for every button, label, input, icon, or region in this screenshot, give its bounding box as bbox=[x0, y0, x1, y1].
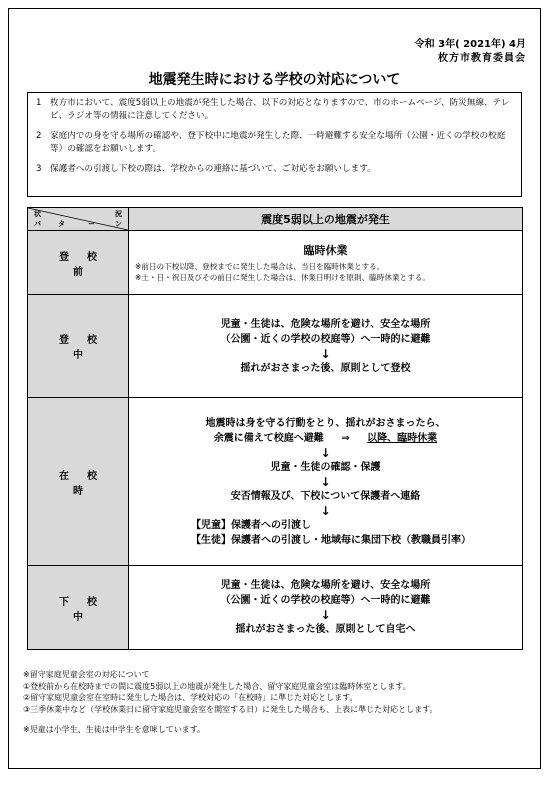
row-text: 揺れがおさまった後、原則として自宅へ bbox=[235, 624, 416, 635]
footer-item: ③三季休業中など（学校休業日に留守家庭児童会室を開室する日）に発生した場合も、上表に準じた対応とします。 bbox=[23, 704, 438, 714]
arrow-right-icon: ⇒ bbox=[341, 432, 350, 444]
row-label-going-home: 下校中 bbox=[28, 566, 129, 650]
corner-label: ン bbox=[115, 220, 122, 228]
row-text: 余震に備えて校庭へ避難 bbox=[213, 432, 324, 444]
footer-note: ※児童は小学生、生徒は中学生を意味しています。 bbox=[23, 725, 206, 734]
row-text: （公園・近くの学校の校庭等）へ一時的に避難 bbox=[220, 595, 431, 606]
row-note: ※前日の下校以降、登校までに発生した場合は、当日を臨時休業とする。 bbox=[135, 261, 385, 271]
notice-number: 3 bbox=[36, 164, 42, 174]
row-label-at-school: 在校時 bbox=[28, 398, 129, 566]
arrow-down-icon: ↓ bbox=[320, 346, 331, 361]
footer-notes bbox=[23, 669, 438, 736]
corner-label: 況 bbox=[115, 210, 122, 218]
row-text: 【生徒】保護者への引渡し・地域毎に集団下校（教職員引率） bbox=[191, 534, 471, 546]
notice-text: 枚方市において、震度5弱以上の地震が発生した場合、以下の対応となりますので、市のホームページ、防災無線、テレビ、ラジオ等の情報に注意してください。 bbox=[50, 98, 510, 121]
corner-diagonal-line bbox=[28, 208, 128, 230]
table-row bbox=[28, 295, 523, 398]
page-title: 地震発生時における学校の対応について bbox=[148, 72, 401, 88]
temporary-closure: 臨時休業 bbox=[303, 243, 348, 257]
row-label-commuting: 登校中 bbox=[28, 295, 129, 398]
notice-item bbox=[36, 97, 513, 123]
row-text-group bbox=[129, 431, 522, 446]
corner-label: パ bbox=[34, 220, 41, 228]
row-text: 以降、臨時休業 bbox=[367, 432, 438, 444]
footer-item: ①登校前から在校時までの間に震度5弱以上の地震が発生した場合、留守家庭児童会室は臨時休室とします。 bbox=[23, 681, 411, 691]
corner-label: 状 bbox=[34, 210, 41, 218]
issue-date: 令和 3年( 2021年) 4月 bbox=[414, 39, 526, 50]
issuing-organization: 枚方市教育委員会 bbox=[438, 53, 526, 64]
row-text: 地震時は身を守る行動をとり、揺れがおさまったら、 bbox=[205, 417, 446, 429]
footer-item: ②留守家庭児童会室在室時に発生した場合は、学校対応の「在校時」に準じた対応とします。 bbox=[23, 693, 358, 702]
arrow-down-icon: ↓ bbox=[320, 503, 331, 518]
row-note: ※土・日・祝日及びその前日に発生した場合は、休業日明けを原則、臨時休業とする。 bbox=[135, 272, 430, 282]
table-row bbox=[28, 231, 523, 295]
row-text: 児童・生徒の確認・保護 bbox=[270, 461, 381, 473]
notice-box bbox=[27, 92, 522, 197]
row-content bbox=[129, 295, 523, 398]
notice-number: 2 bbox=[36, 131, 42, 141]
row-text: 【児童】保護者への引渡し bbox=[191, 519, 311, 531]
table-row bbox=[28, 566, 523, 650]
row-content bbox=[129, 398, 523, 566]
arrow-down-icon: ↓ bbox=[320, 445, 331, 460]
arrow-down-icon: ↓ bbox=[320, 608, 331, 622]
response-table bbox=[27, 207, 523, 650]
arrow-down-icon: ↓ bbox=[320, 474, 331, 489]
row-label-before-school: 登校前 bbox=[28, 231, 129, 295]
row-content bbox=[129, 566, 523, 650]
notice-item bbox=[36, 130, 513, 156]
notice-text: 保護者への引渡し下校の際は、学校からの連絡に基づいて、ご対応をお願いします。 bbox=[50, 164, 376, 174]
notice-number: 1 bbox=[36, 98, 42, 108]
corner-label: ー bbox=[88, 220, 95, 228]
condition-header: 震度5弱以上の地震が発生 bbox=[129, 208, 523, 231]
row-text: （公園・近くの学校の校庭等）へ一時的に避難 bbox=[220, 333, 431, 345]
row-text: 児童・生徒は、危険な場所を避け、安全な場所 bbox=[220, 580, 431, 591]
row-text: 安否情報及び、下校について保護者へ連絡 bbox=[230, 490, 421, 502]
row-text: 揺れがおさまった後、原則として登校 bbox=[240, 362, 411, 374]
document-page bbox=[8, 8, 541, 769]
row-text: 児童・生徒は、危険な場所を避け、安全な場所 bbox=[220, 318, 431, 330]
table-corner-header bbox=[28, 208, 129, 231]
table-row bbox=[28, 398, 523, 566]
footer-title: ※留守家庭児童会室の対応について bbox=[23, 670, 150, 679]
notice-text: 家庭内での身を守る場所の確認や、登下校中に地震が発生した際、一時避難する安全な場所（公園・近くの学校の校庭等）の確認をお願いします。 bbox=[50, 131, 506, 154]
row-content bbox=[129, 231, 523, 295]
corner-label: タ bbox=[58, 220, 65, 228]
notice-item bbox=[36, 163, 513, 176]
